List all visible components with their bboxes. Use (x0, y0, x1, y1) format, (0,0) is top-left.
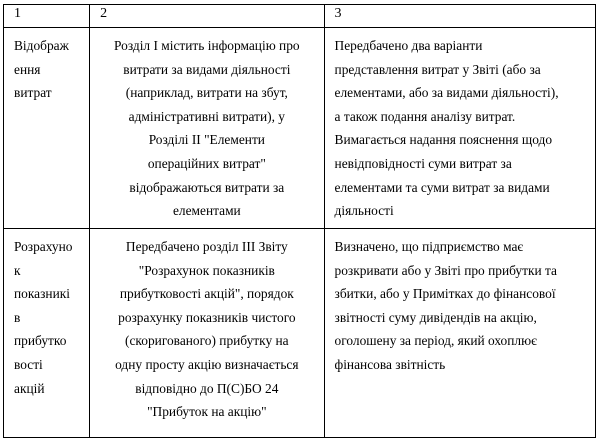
row2-col3-line: Визначено, що підприємство має (334, 239, 524, 254)
row2-col1-line: показникі (14, 286, 70, 302)
row2-col2-line: одну просту акцію визначається (115, 356, 299, 372)
header-label-3: 3 (334, 6, 342, 21)
row2-col1-cell (4, 229, 90, 438)
row2-col3-line: збитки, або у Примітках до фінансової (334, 286, 556, 302)
row1-col2-line: відображаються витрати за (129, 179, 285, 195)
row1-col2-line: (наприклад, витрати на збут, (125, 85, 288, 101)
row1-col2-line: Розділі ІІ "Елементи (148, 132, 265, 148)
row2-col2-cell (90, 229, 324, 438)
row1-col3-line: елементами та суми витрат за видами (334, 179, 550, 195)
row2-col1-line: в (14, 309, 21, 325)
header-cell-2 (90, 5, 324, 28)
row1-col2-line: операційних витрат" (147, 155, 266, 171)
header-cell-1 (4, 5, 90, 28)
row2-col2-line: "Прибуток на акцію" (147, 404, 267, 420)
row2-col2-line: прибутковості акцій", порядок (119, 286, 294, 302)
row1-col2-line: адміністративні витрати), у (128, 108, 285, 124)
table-row-expenses (4, 28, 596, 229)
row2-col2-line: Передбачено розділ ІІІ Звіту (125, 239, 288, 254)
row2-col3-line: оголошену за період, який охоплює (334, 333, 537, 349)
row1-col3-line: невідповідності суми витрат за (334, 155, 512, 171)
row2-col1-line: Розрахуно (14, 239, 73, 254)
row2-col2-line: (скоригованого) прибутку на (125, 333, 289, 349)
row2-col2-text (90, 229, 323, 424)
row2-col2-line: відповідно до П(С)БО 24 (135, 380, 279, 396)
row1-col3-text (325, 28, 595, 223)
row2-col3-line: звітності суму дивідендів на акцію, (334, 309, 537, 325)
row2-col2-line: "Розрахунок показників (138, 262, 275, 278)
row2-col1-text (4, 229, 89, 400)
row1-col1-line: Відображ (14, 38, 69, 53)
row2-col3-line: фінансова звітність (334, 356, 446, 372)
header-row (4, 5, 596, 28)
row2-col1-line: акцій (14, 380, 45, 396)
row1-col3-line: представлення витрат у Звіті (або за (334, 61, 541, 77)
row2-col1-line: прибутко (14, 333, 67, 349)
row2-col3-cell (324, 229, 595, 438)
row1-col1-text (4, 28, 89, 105)
row1-col2-line: елементами (172, 203, 241, 219)
row1-col3-line: Вимагається надання пояснення щодо (334, 132, 553, 148)
header-label-1: 1 (14, 6, 21, 21)
row1-col2-line: Розділ І містить інформацію про (114, 38, 300, 53)
row1-col3-cell (324, 28, 595, 229)
row1-col3-line: елементами, або за видами діяльності), (334, 85, 559, 101)
row1-col2-text (90, 28, 323, 223)
row2-col3-text (325, 229, 595, 377)
table-row-profitability (4, 229, 596, 438)
row1-col3-line: діяльності (334, 203, 394, 219)
row1-col1-cell (4, 28, 90, 229)
row1-col1-line: витрат (14, 85, 52, 101)
header-cell-3 (324, 5, 595, 28)
row2-col1-line: к (14, 262, 21, 278)
row2-col2-line: розрахунку показників чистого (118, 309, 296, 325)
row1-col2-cell (90, 28, 324, 229)
row2-col1-line: вості (14, 356, 43, 372)
comparison-table (3, 4, 596, 438)
header-label-2: 2 (100, 6, 108, 21)
row1-col3-line: Передбачено два варіанти (334, 38, 483, 53)
row1-col2-line: витрати за видами діяльності (123, 61, 291, 77)
row2-col3-line: розкривати або у Звіті про прибутки та (334, 262, 557, 278)
row1-col1-line: ення (14, 61, 41, 77)
row1-col3-line: а також подання аналізу витрат. (334, 108, 516, 124)
